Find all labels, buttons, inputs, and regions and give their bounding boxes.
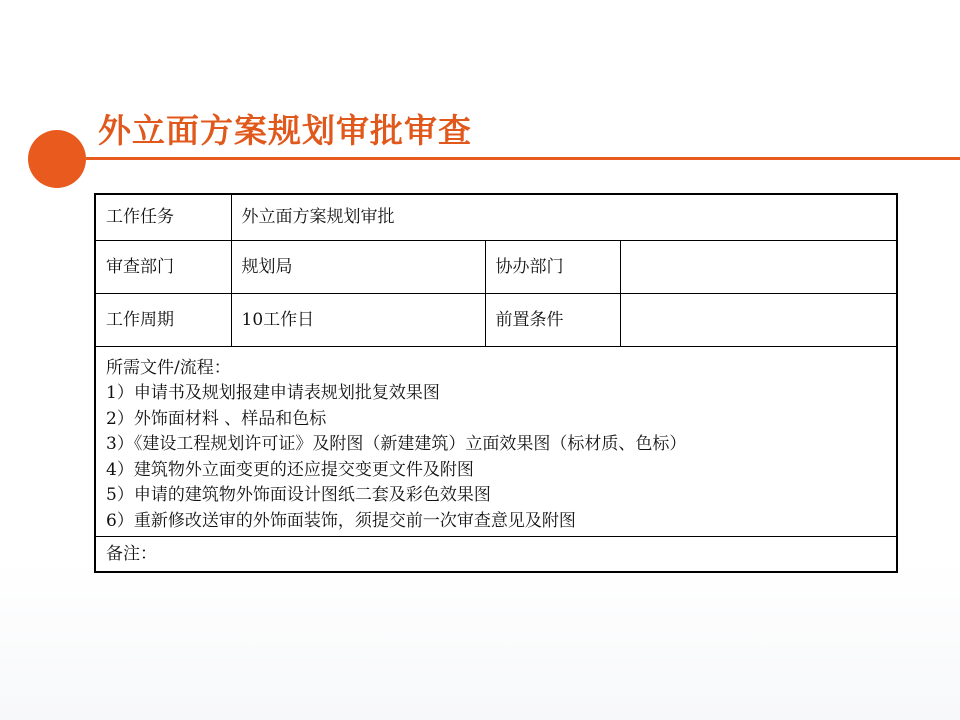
file-item: 4）建筑物外立面变更的还应提交变更文件及附图 — [106, 459, 474, 480]
task-label: 工作任务 — [95, 194, 231, 240]
title-underline — [86, 157, 960, 160]
required-files-cell — [95, 346, 897, 536]
approval-info-table — [94, 193, 898, 573]
title-accent-circle — [28, 130, 86, 188]
table-row-dept — [95, 240, 897, 293]
file-item: 2）外饰面材料 、样品和色标 — [106, 408, 327, 429]
required-files-heading: 所需文件/流程： — [106, 357, 231, 378]
remarks-label: 备注： — [95, 536, 897, 572]
precondition-value — [620, 293, 897, 346]
file-item: 5）申请的建筑物外饰面设计图纸二套及彩色效果图 — [106, 485, 491, 505]
slide-title: 外立面方案规划审批审查 — [98, 111, 472, 150]
file-item: 6）重新修改送审的外饰面装饰，须提交前一次审查意见及附图 — [106, 510, 576, 531]
period-value: 10工作日 — [231, 293, 485, 346]
background-fade — [0, 560, 960, 720]
table-row-task — [95, 194, 897, 240]
task-value: 外立面方案规划审批 — [231, 194, 897, 240]
file-item: 3）《建设工程规划许可证》及附图（新建建筑）立面效果图（标材质、色标） — [106, 434, 687, 454]
period-label: 工作周期 — [95, 293, 231, 346]
assist-dept-value — [620, 240, 897, 293]
table-row-files — [95, 346, 897, 536]
assist-dept-label: 协办部门 — [485, 240, 620, 293]
table-row-period — [95, 293, 897, 346]
table-row-remarks — [95, 536, 897, 572]
dept-value: 规划局 — [231, 240, 485, 293]
dept-label: 审查部门 — [95, 240, 231, 293]
precondition-label: 前置条件 — [485, 293, 620, 346]
file-item: 1）申请书及规划报建申请表规划批复效果图 — [106, 383, 440, 403]
